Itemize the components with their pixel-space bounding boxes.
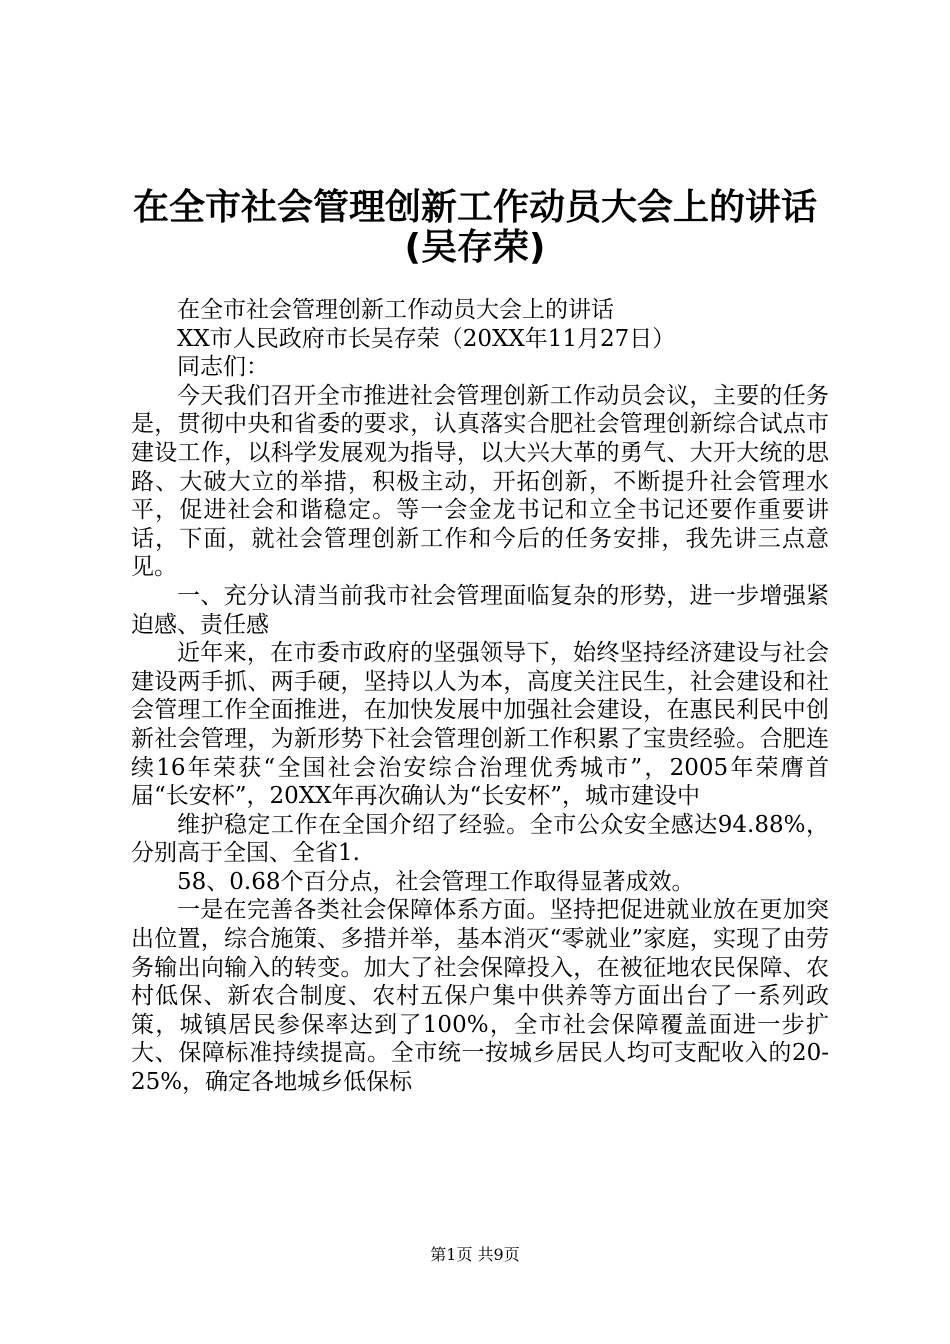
section-heading-1: 一、充分认清当前我市社会管理面临复杂的形势，进一步增强紧迫感、责任感 — [131, 582, 829, 638]
speaker-line: XX市人民政府市长吴存荣（20XX年11月27日） — [177, 325, 676, 352]
speech-heading: 在全市社会管理创新工作动员大会上的讲话 — [177, 297, 614, 323]
paragraph-recent-years: 近年来，在市委市政府的坚强领导下，始终坚持经济建设与社会建设两手抓、两手硬，坚持以人为本，高度关注民生，社会建设和社会管理工作全面推进，在加快发展中加强社会建设，在惠民利民中创新社会管理，为新形势下社会管理创新工作积累了宝贵经验。合肥连续16年荣获“全国社会治安综合治理优秀城市”，2005年荣膺首届“长安杯”，20XX年再次确认为“长安杯”，城市建设中 — [131, 640, 829, 810]
document-body — [131, 296, 829, 1097]
page-number: 第1页 共9页 — [430, 1245, 520, 1264]
paragraph-stability: 维护稳定工作在全国介绍了经验。全市公众安全感达94.88%，分别高于全国、全省1. — [131, 811, 829, 867]
document-title-author: (吴存荣) — [404, 227, 546, 268]
paragraph-social-security: 一是在完善各类社会保障体系方面。坚持把促进就业放在更加突出位置，综合施策、多措并举，基本消灭“零就业”家庭，实现了由劳务输出向输入的转变。加大了社会保障投入，在被征地农民保障、农村低保、新农合制度、农村五保户集中供养等方面出台了一系列政策，城镇居民参保率达到了100%，全市社会保障覆盖面进一步扩大、保障标准持续提高。全市统一按城乡居民人均可支配收入的20-25%，确定各地城乡低保标 — [131, 897, 829, 1096]
paragraph-intro: 今天我们召开全市推进社会管理创新工作动员会议，主要的任务是，贯彻中央和省委的要求，认真落实合肥社会管理创新综合试点市建设工作，以科学发展观为指导，以大兴大革的勇气、大开大统的思路、大破大立的举措，积极主动，开拓创新，不断提升社会管理水平，促进社会和谐稳定。等一会金龙书记和立全书记还要作重要讲话，下面，就社会管理创新工作和今后的任务安排，我先讲三点意见。 — [131, 382, 829, 581]
document-title: 在全市社会管理创新工作动员大会上的讲话 — [132, 187, 817, 228]
salutation: 同志们： — [177, 354, 269, 381]
paragraph-percentage: 58、0.68个百分点，社会管理工作取得显著成效。 — [177, 868, 695, 895]
